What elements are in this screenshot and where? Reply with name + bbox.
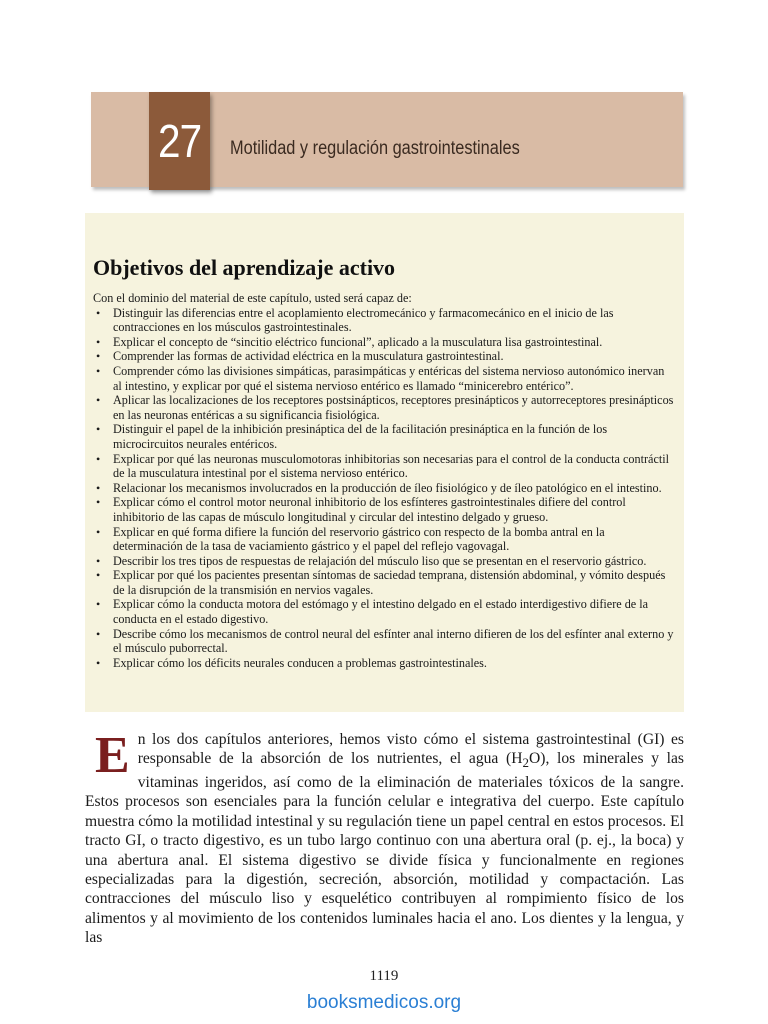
objective-item xyxy=(93,597,674,626)
objective-item xyxy=(93,481,674,496)
bullet-icon: • xyxy=(96,480,101,495)
objective-item xyxy=(93,525,674,554)
body-paragraph xyxy=(85,727,684,948)
objective-text: Describir los tres tipos de respuestas de relajación del músculo liso que se presentan en el reservorio gástrico. xyxy=(113,553,647,568)
bullet-icon: • xyxy=(96,422,101,437)
bullet-icon: • xyxy=(96,597,101,612)
drop-cap: E xyxy=(95,727,130,784)
objective-text: Explicar el concepto de “sincitio eléctrico funcional”, aplicado a la musculatura lisa gastrointestinal. xyxy=(113,334,603,349)
body-text-part-2: O), los minerales y las vitaminas ingeridos, así como de la eliminación de materiales tóxicos de la sangre. Estos procesos son esenciales para la función celular e integrativa del cuerpo. Este capítulo muestra cómo la motilidad intestinal y su regulación tiene un papel central en estos procesos. El tracto GI, o tracto digestivo, es un tubo largo continuo con una abertura oral (p. ej., la boca) y una abertura anal. El sistema digestivo se divide física y funcionalmente en regiones especializadas para la digestión, secreción, absorción, motilidad y compactación. Las contracciones del músculo liso y esquelético contribuyen al rompimiento físico de los alimentos y al movimiento de los contenidos luminales hacia el ano. Los dientes y la lengua, y las xyxy=(85,750,684,947)
chapter-number: 27 xyxy=(157,115,202,167)
objective-text: Comprender cómo las divisiones simpáticas, parasimpáticas y entéricas del sistema nervioso autonómico inervan al intestino, y explicar por qué el sistema nervioso entérico es llamado “minicerebro entérico”. xyxy=(113,363,665,393)
objective-item xyxy=(93,452,674,481)
objective-item xyxy=(93,306,674,335)
objective-item xyxy=(93,422,674,451)
chapter-title: Motilidad y regulación gastrointestinales xyxy=(230,138,520,159)
objective-text: Explicar en qué forma difiere la función del reservorio gástrico con respecto de la bomba antral en la determinación de la tasa de vaciamiento gástrico y el papel del reflejo vagovagal. xyxy=(113,524,605,554)
objective-item xyxy=(93,495,674,524)
objective-text: Relacionar los mecanismos involucrados en la producción de íleo fisiológico y de íleo patológico en el intestino. xyxy=(113,480,662,495)
objective-text: Describe cómo los mecanismos de control neural del esfínter anal interno difieren de los del esfínter anal externo y el músculo puborrectal. xyxy=(113,626,674,656)
bullet-icon: • xyxy=(96,495,101,510)
bullet-icon: • xyxy=(96,524,101,539)
bullet-icon: • xyxy=(96,568,101,583)
objectives-list xyxy=(93,306,674,671)
bullet-icon: • xyxy=(96,553,101,568)
page-number: 1119 xyxy=(369,968,399,984)
bullet-icon: • xyxy=(96,334,101,349)
watermark-link[interactable]: booksmedicos.org xyxy=(306,992,462,1013)
objective-item xyxy=(93,656,674,671)
bullet-icon: • xyxy=(96,349,101,364)
objective-item xyxy=(93,335,674,350)
bullet-icon: • xyxy=(96,655,101,670)
objective-item xyxy=(93,554,674,569)
objective-text: Explicar cómo la conducta motora del estómago y el intestino delgado en el estado interdigestivo difiere de la conducta en el estado digestivo. xyxy=(113,597,649,627)
body-text-part-1: n los dos capítulos anteriores, hemos visto cómo el sistema gastrointestinal (GI) es responsable de la absorción de los nutrientes, el agua (H xyxy=(137,731,684,768)
objective-item xyxy=(93,364,674,393)
bullet-icon: • xyxy=(96,451,101,466)
objective-text: Explicar cómo el control motor neuronal inhibitorio de los esfínteres gastrointestinales difiere del control inhibitorio de las capas de músculo longitudinal y circular del intestino delgado y grueso. xyxy=(113,495,626,524)
bullet-icon: • xyxy=(96,305,101,320)
objectives-box xyxy=(85,213,684,712)
objectives-intro: Con el dominio del material de este capítulo, usted será capaz de: xyxy=(93,291,412,305)
chapter-number-box xyxy=(149,92,210,190)
bullet-icon: • xyxy=(96,363,101,378)
objective-item xyxy=(93,568,674,597)
objective-item xyxy=(93,627,674,656)
objective-text: Aplicar las localizaciones de los receptores postsinápticos, receptores presinápticos y autorreceptores presinápticos en las neuronas entéricas a su significancia fisiológica. xyxy=(113,393,674,422)
objective-text: Comprender las formas de actividad eléctrica en la musculatura gastrointestinal. xyxy=(113,349,504,364)
bullet-icon: • xyxy=(96,393,101,408)
objective-text: Explicar cómo los déficits neurales conducen a problemas gastrointestinales. xyxy=(113,655,487,670)
subscript-text: 2 xyxy=(522,755,529,771)
objective-item xyxy=(93,349,674,364)
objective-item xyxy=(93,393,674,422)
objective-text: Distinguir el papel de la inhibición presináptica del de la facilitación presináptica en la función de los microcircuitos neurales entéricos. xyxy=(113,422,608,451)
objective-text: Explicar por qué las neuronas musculomotoras inhibitorias son necesarias para el control de la conducta contráctil de la musculatura intestinal por el sistema nervioso entérico. xyxy=(113,451,670,481)
objective-text: Explicar por qué los pacientes presentan síntomas de saciedad temprana, distensión abdominal, y vómito después de la disrupción de la transmisión en nervios vagales. xyxy=(113,568,666,597)
bullet-icon: • xyxy=(96,626,101,641)
objective-text: Distinguir las diferencias entre el acoplamiento electromecánico y farmacomecánico en el inicio de las contracciones en los músculos gastrointestinales. xyxy=(113,305,614,335)
objectives-heading: Objetivos del aprendizaje activo xyxy=(93,255,396,280)
